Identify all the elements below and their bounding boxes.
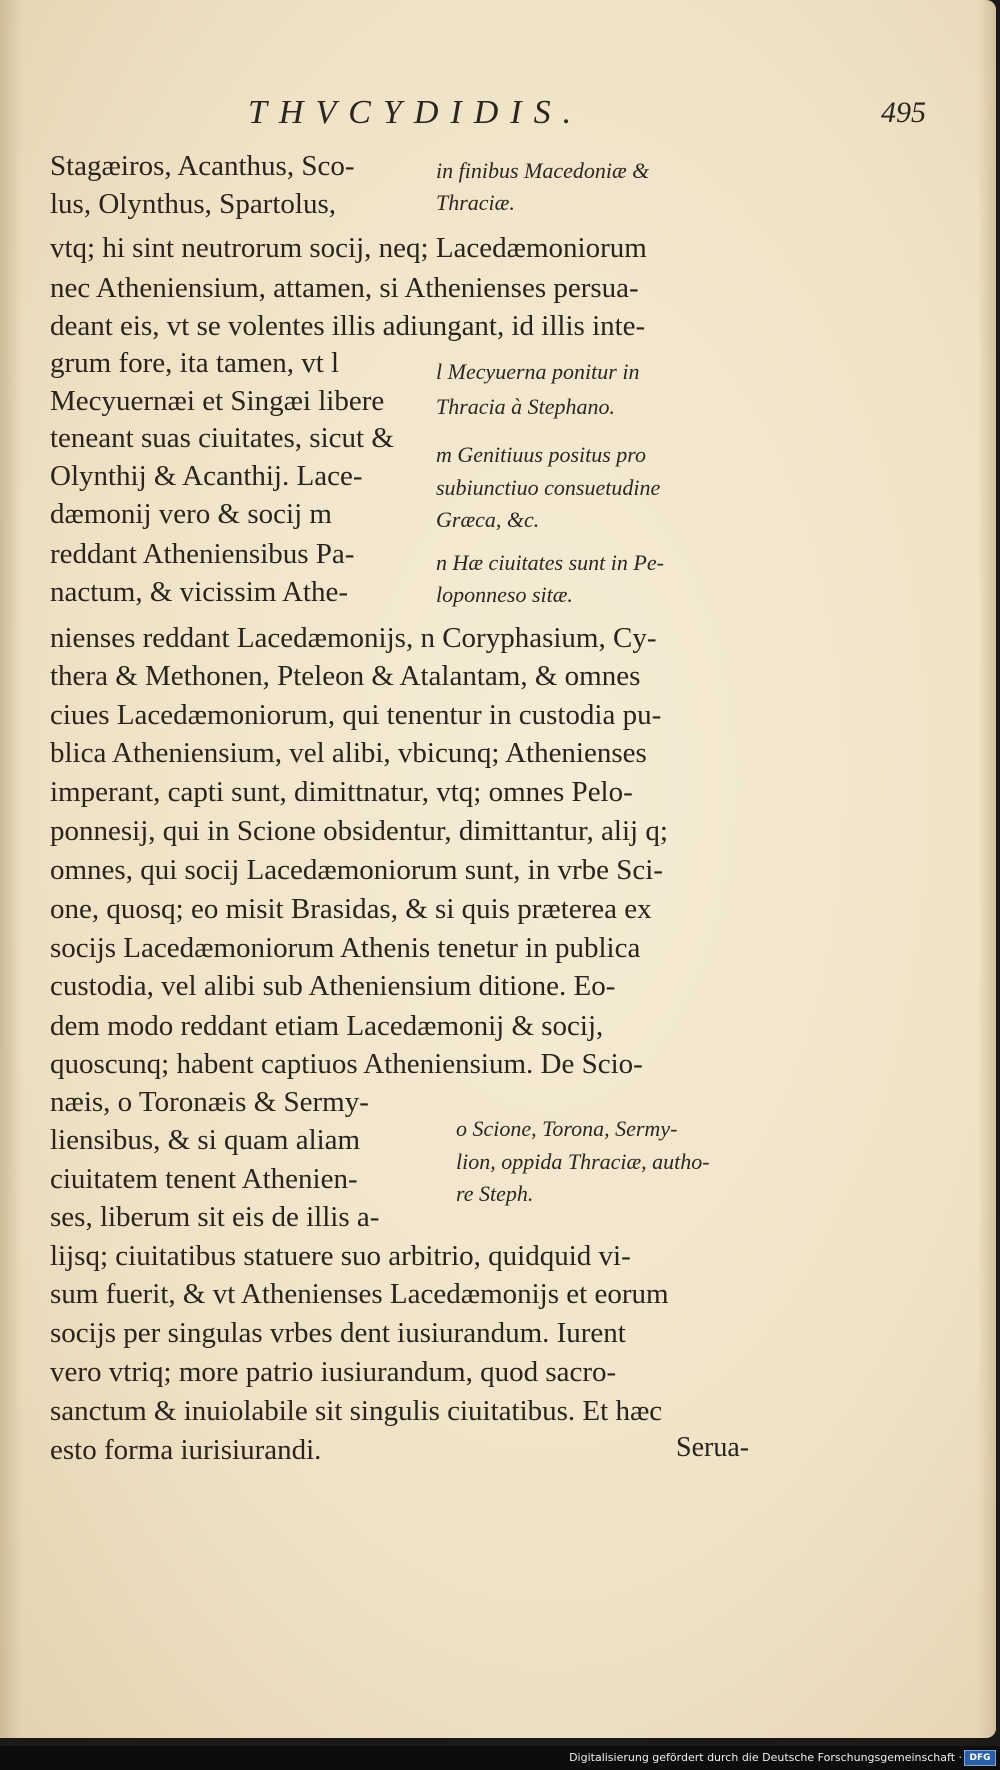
text-line: ciues Lacedæmoniorum, qui tenentur in custodia pu- <box>50 699 662 731</box>
dfg-logo-icon: DFG <box>964 1750 996 1766</box>
marginal-note: Thraciæ. <box>436 190 515 215</box>
text-line: grum fore, ita tamen, vt l <box>50 347 340 379</box>
text-line: omnes, qui socij Lacedæmoniorum sunt, in vrbe Sci- <box>50 854 663 886</box>
page-header <box>240 92 940 142</box>
footer-credit: Digitalisierung gefördert durch die Deutsche Forschungsgemeinschaft · <box>569 1751 962 1764</box>
marginal-note: lion, oppida Thraciæ, autho- <box>456 1149 710 1174</box>
text-line: deant eis, vt se volentes illis adiungant, id illis inte- <box>50 310 646 342</box>
marginal-note: Thracia à Stephano. <box>436 394 616 419</box>
text-line: custodia, vel alibi sub Atheniensium ditione. Eo- <box>50 970 616 1002</box>
marginal-note: n Hæ ciuitates sunt in Pe- <box>436 550 664 575</box>
text-line: vtq; hi sint neutrorum socij, neq; Lacedæmoniorum <box>50 232 647 264</box>
marginal-note: m Genitiuus positus pro <box>436 442 647 467</box>
text-line: dem modo reddant etiam Lacedæmonij & socij, <box>50 1010 604 1042</box>
marginal-note: subiunctiuo consuetudine <box>436 475 661 500</box>
catchword: Serua- <box>676 1432 750 1463</box>
running-title: THVCYDIDIS. <box>248 94 584 131</box>
text-line: socijs Lacedæmoniorum Athenis tenetur in publica <box>50 932 641 964</box>
marginal-note: o Scione, Torona, Sermy- <box>456 1116 678 1141</box>
text-line: ponnesij, qui in Scione obsidentur, dimittantur, alij q; <box>50 815 668 847</box>
text-line: liensibus, & si quam aliam <box>50 1124 361 1156</box>
marginal-note: loponneso sitæ. <box>436 582 573 607</box>
text-line: Olynthij & Acanthij. Lace- <box>50 460 363 492</box>
text-line: næis, o Toronæis & Sermy- <box>50 1086 369 1118</box>
text-line: ciuitatem tenent Athenien- <box>50 1163 358 1195</box>
text-line: Stagæiros, Acanthus, Sco- <box>50 150 355 182</box>
text-line: reddant Atheniensibus Pa- <box>50 538 355 570</box>
text-line: one, quosq; eo misit Brasidas, & si quis præterea ex <box>50 893 652 925</box>
text-line: nienses reddant Lacedæmonijs, n Coryphasium, Cy- <box>50 622 657 654</box>
text-line: dæmonij vero & socij m <box>50 498 332 530</box>
text-line: blica Atheniensium, vel alibi, vbicunq; Athenienses <box>50 737 647 769</box>
text-line: sanctum & inuiolabile sit singulis ciuitatibus. Et hæc <box>50 1395 663 1427</box>
marginal-note: re Steph. <box>456 1181 534 1206</box>
text-line: quoscunq; habent captiuos Atheniensium. De Scio- <box>50 1048 643 1080</box>
text-line: nactum, & vicissim Athe- <box>50 576 349 608</box>
text-line: esto forma iurisiurandi. <box>50 1434 322 1466</box>
marginal-note: Græca, &c. <box>436 507 540 532</box>
text-line: Mecyuernæi et Singæi libere <box>50 385 385 417</box>
marginal-note: l Mecyuerna ponitur in <box>436 359 640 384</box>
text-line: thera & Methonen, Pteleon & Atalantam, & omnes <box>50 660 641 692</box>
page-number: 495 <box>881 96 926 129</box>
text-line: socijs per singulas vrbes dent iusiurandum. Iurent <box>50 1317 626 1349</box>
text-line: teneant suas ciuitates, sicut & <box>50 422 394 454</box>
text-line: ses, liberum sit eis de illis a- <box>50 1201 380 1233</box>
text-line: lus, Olynthus, Spartolus, <box>50 188 336 220</box>
text-line: nec Atheniensium, attamen, si Athenienses persua- <box>50 272 639 304</box>
digitization-footer <box>0 1746 1000 1770</box>
text-line: lijsq; ciuitatibus statuere suo arbitrio, quidquid vi- <box>50 1240 631 1272</box>
text-line: imperant, capti sunt, dimittnatur, vtq; omnes Pelo- <box>50 776 633 808</box>
text-line: vero vtriq; more patrio iusiurandum, quod sacro- <box>50 1356 617 1388</box>
text-line: sum fuerit, & vt Athenienses Lacedæmonijs et eorum <box>50 1278 669 1310</box>
marginal-note: in finibus Macedoniæ & <box>436 158 650 183</box>
